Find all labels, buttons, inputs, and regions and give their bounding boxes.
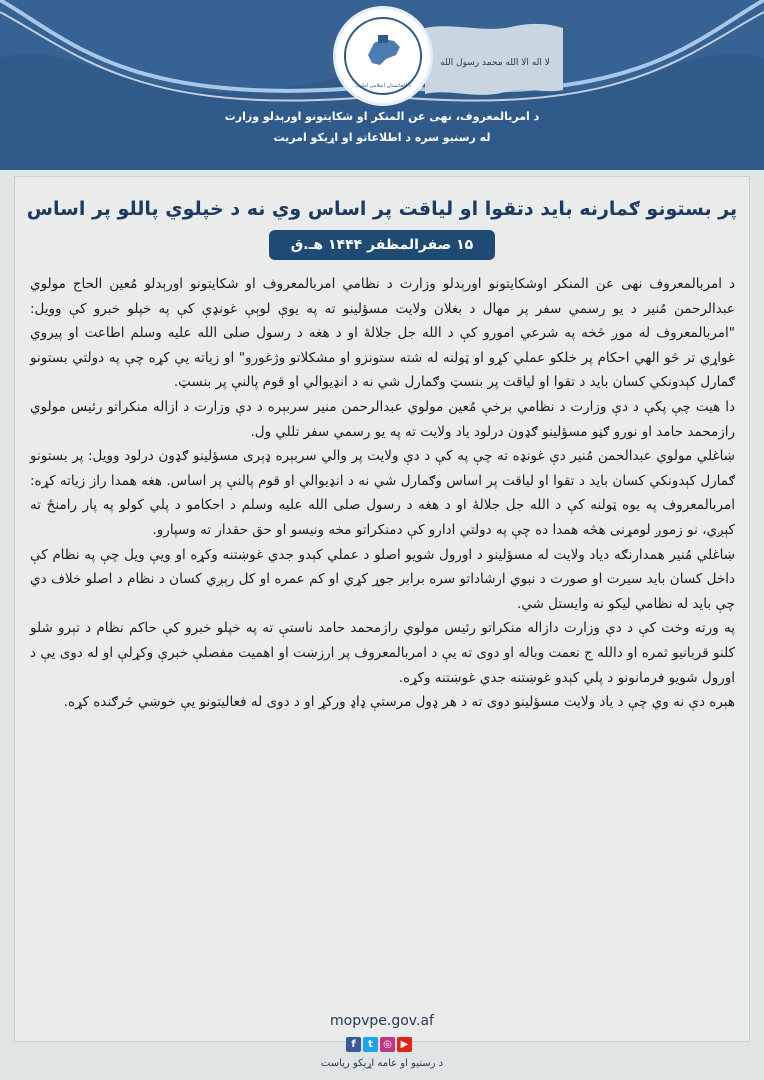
article-headline: پر بستونو ګمارنه باید دتقوا او لیاقت پر اساس وي نه د خپلوي پاللو پر اساس (26, 198, 738, 220)
instagram-icon[interactable]: ◎ (380, 1037, 395, 1052)
header-banner (0, 0, 764, 170)
article-paragraph: په ورته وخت کې د دې وزارت دازاله منکراتو رئیس مولوي رازمحمد حامد ناستې ته په خپلو خبرو کې حاکم نظام د تېرو شلو کلنو قربانیو ثمره او دالله ج نعمت وباله او دوی ته یې د امربالمعروف پر ارزښت او اهمیت مفصلې خبرې وکړلې او له دوی یې د اورول شویو فرمانونو د پلي کېدو غوښتنه جدي غوښتنه وکړه. (30, 620, 735, 686)
emblem-caption: د افغانستان اسلامي امارت (355, 83, 411, 89)
twitter-icon[interactable]: t (363, 1037, 378, 1052)
article-paragraph: دا هیت چې پکې د دې وزارت د نظامي برخې مُعین مولوي عبدالرحمن منیر سربېره د دې وزارت د ازاله منکراتو رئیس مولوي رازمحمد حامد او نورو ګڼو مسؤلینو ګډون درلود یاد ولایت ته په یو رسمي سفر تللي ول. (30, 398, 735, 440)
article-date-badge: ۱۵ صفرالمظفر ۱۴۴۴ هـ.ق (269, 230, 495, 260)
directorate-name: له رسنیو سره د اطلاعاتو او اړیکو امریت (273, 131, 491, 144)
youtube-icon[interactable]: ▶ (397, 1037, 412, 1052)
article-body (30, 272, 735, 715)
article-paragraph: ښاغلي مولوي عبدالحمن مُنیر دې غونډه ته چې په کې د دې ولایت پر والي سربېره ډېری مسؤلینو ګډون درلود وویل: پر بستونو ګمارل کېدونکي کسان باید د تقوا او لیاقت پر اساس وګمارل شي نه د انډیوالي او قوم پالنې پر اساس. هغه همدا راز زیاته کړه: امربالمعروف په یوه ټولنه کې د الله جل جلالهٔ او د هغه د رسول صلی الله علیه وسلم د احکامو د پلي کولو په پار رامنځ ته کېږي، نو زموږ لومړنی هڅه همدا ده چې په دولتي ادارو کې دمنکراتو مخه ونیسو او حق حقدار ته وسپارو. (30, 448, 735, 538)
ministry-name: د امربالمعروف، نهی عن المنکر او شکایتونو اورېدلو وزارت (224, 110, 540, 123)
flag-shahada-text: لا اله الا الله محمد رسول الله (440, 58, 550, 68)
afghanistan-map-icon (364, 35, 402, 69)
article-paragraph: ښاغلي مُنیر همدارنګه دیاد ولایت له مسؤلینو د اورول شویو اصلو د عملي کېدو جدي غوښتنه وکړه او ویې ویل چې په نظام کې داخل کسان باید سیرت او صورت د نبوي ارشاداتو سره برابر جوړ کړي او کم عمره او کل رېږي کسان د نظام د اصلو خلاف دي چې باید له نظامي لیکو نه وایستل شي. (30, 546, 735, 612)
social-icons (346, 1037, 412, 1053)
islamic-emirate-flag (425, 20, 563, 98)
website-link[interactable]: mopvpe.gov.af (330, 1013, 434, 1029)
article-paragraph: د امربالمعروف نهی عن المنکر اوشکایتونو اورېدلو وزارت د نظامي امربالمعروف او شکایتونو اورېدلو مُعین الحاج مولوي عبدالرحمن مُنیر د یو رسمي سفر پر مهال د بغلان ولایت مسؤلینو ته په یوې لوېې غونډې کې په خپلو خبرو کې وویل: "امربالمعروف له موږ څخه په شرعي امورو کې د الله جل جلالهٔ او د هغه د رسول صلی الله علیه وسلم اطاعت او پیروي غواړي تر څو الهي احکام پر خلکو عملي کړو او ټولنه له شته ستونزو او مشکلاتو وژغورو" او زیاته یې کړه چې په دولتي بستونو ګمارل کېدونکي کسان باید د تقوا او لیاقت پر بنسټ وګمارل شي نه د انډیوالي او قوم پالنې پر بنسټ. (30, 276, 735, 391)
department-name: د رسنیو او عامه اړیکو ریاست (320, 1058, 444, 1069)
article-paragraph: هېره دې نه وي چې د یاد ولایت مسؤلینو دوی ته د هر ډول مرستې ډاډ ورکړ او د دوی له فعالیتونو یې خوښي څرګنده کړه. (63, 694, 735, 711)
facebook-icon[interactable]: f (346, 1037, 361, 1052)
ministry-emblem-logo (333, 6, 433, 106)
